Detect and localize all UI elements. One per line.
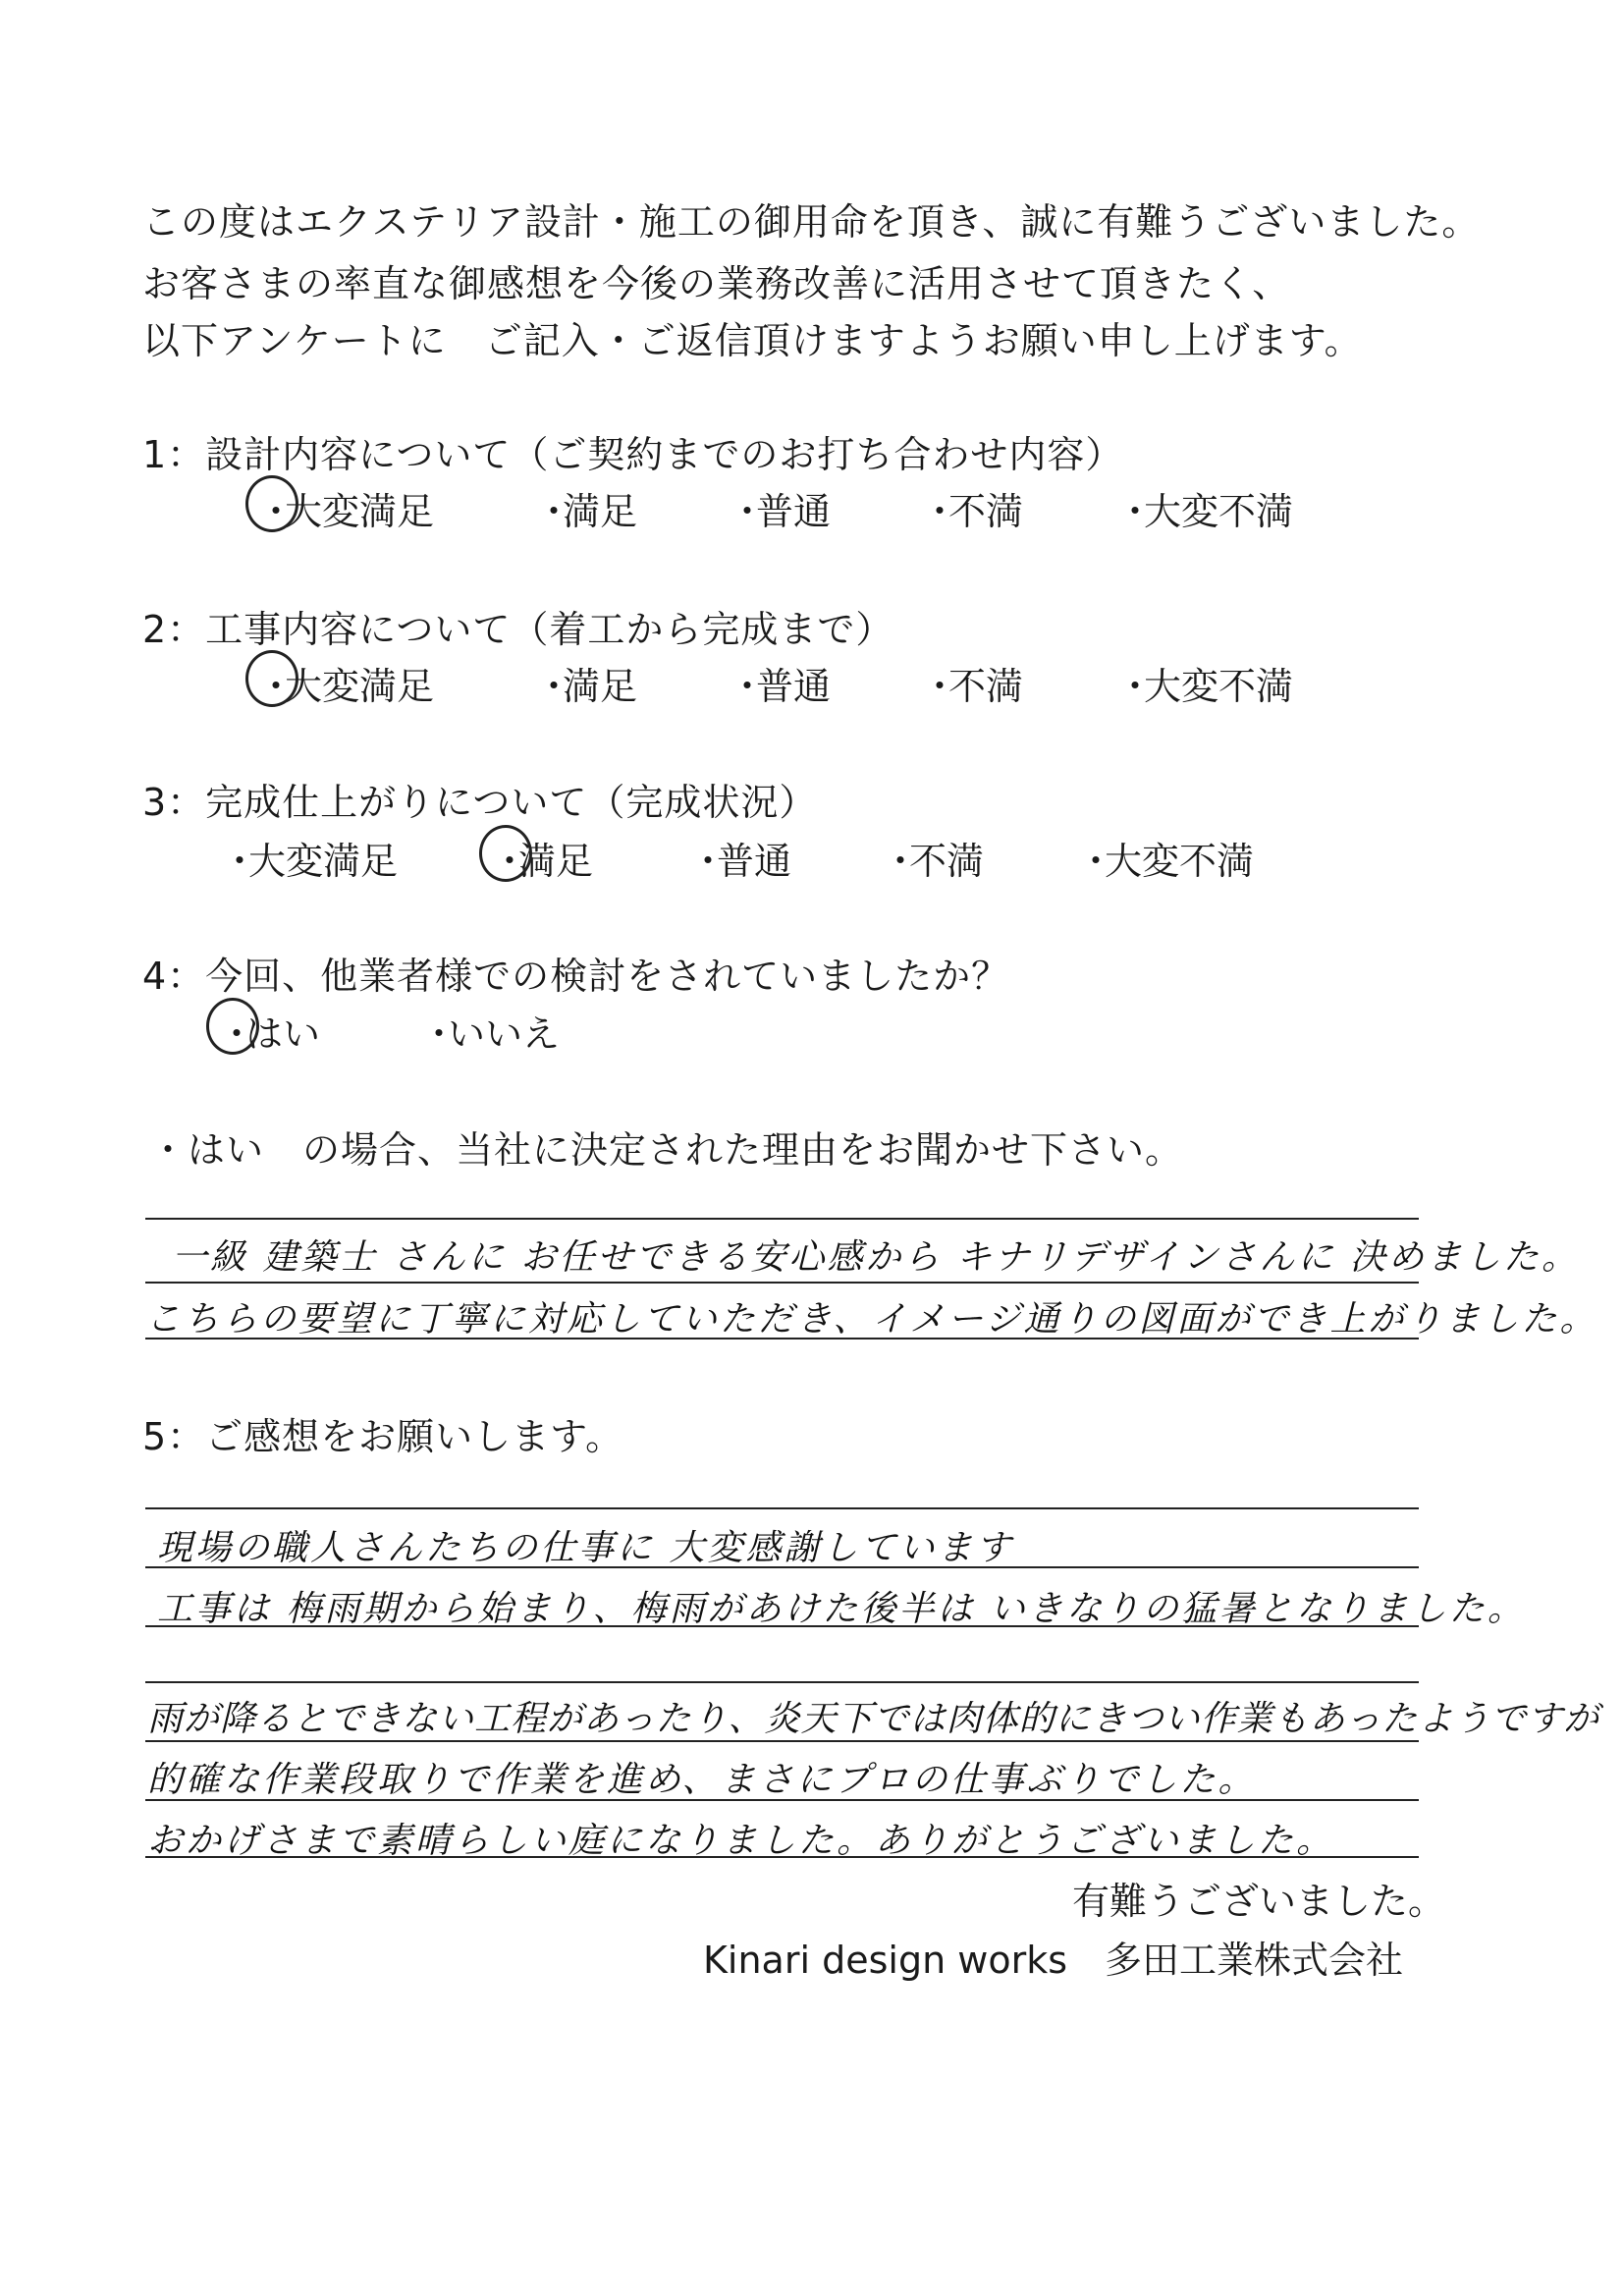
question-1-label: 1：設計内容について（ご契約までのお打ち合わせ内容）	[142, 433, 1124, 476]
intro-line-3: 以下アンケートに ご記入・ご返信頂けますようお願い申し上げます。	[142, 319, 1363, 362]
reason-line-2[interactable]: こちらの要望に丁寧に対応していただき、イメージ通りの図面ができ上がりました。	[145, 1299, 1598, 1339]
selected-circle-mark	[245, 475, 298, 532]
reason-line-1[interactable]: 一級 建築士 さんに お任せできる安心感から キナリデザインさんに 決めました。	[172, 1237, 1580, 1278]
q3-option-5[interactable]: ・大変不満	[1077, 840, 1255, 883]
q2-option-3[interactable]: ・普通	[729, 665, 832, 708]
q4-option-yes[interactable]: ・はい	[218, 1004, 320, 1058]
answer-rule	[145, 1740, 1419, 1742]
q2-option-5[interactable]: ・大変不満	[1116, 665, 1294, 708]
impression-line-1[interactable]: 現場の職人さんたちの仕事に 大変感謝しています	[157, 1528, 1014, 1568]
q2-option-2[interactable]: ・満足	[535, 665, 638, 708]
q2-option-1[interactable]: ・大変満足	[257, 656, 434, 710]
answer-rule	[145, 1681, 1419, 1683]
reason-label: ・はい の場合、当社に決定された理由をお聞かせ下さい。	[149, 1128, 1184, 1172]
q3-option-3[interactable]: ・普通	[689, 840, 792, 883]
impression-line-2[interactable]: 工事は 梅雨期から始まり、梅雨があけた後半は いきなりの猛暑となりました。	[157, 1589, 1526, 1629]
q1-option-1[interactable]: ・大変満足	[257, 481, 434, 535]
answer-rule	[145, 1566, 1419, 1568]
q1-option-4[interactable]: ・不満	[921, 490, 1024, 533]
question-4-label: 4：今回、他業者様での検討をされていましたか？	[142, 955, 1010, 998]
impression-line-5[interactable]: おかげさまで素晴らしい庭になりました。ありがとうございました。	[147, 1821, 1335, 1861]
intro-line-1: この度はエクステリア設計・施工の御用命を頂き、誠に有難うございました。	[142, 200, 1481, 244]
q1-option-5[interactable]: ・大変不満	[1116, 490, 1294, 533]
q1-option-3[interactable]: ・普通	[729, 490, 832, 533]
intro-line-2: お客さまの率直な御感想を今後の業務改善に活用させて頂きたく、	[142, 262, 1291, 305]
q3-option-2[interactable]: ・満足	[491, 831, 593, 885]
impressions-label: 5：ご感想をお願いします。	[142, 1415, 624, 1458]
closing-thanks: 有難うございました。	[1072, 1880, 1446, 1923]
company-signature: Kinari design works 多田工業株式会社	[703, 1939, 1404, 1982]
answer-rule	[145, 1507, 1419, 1509]
q1-option-2[interactable]: ・満足	[535, 490, 638, 533]
impression-line-4[interactable]: 的確な作業段取りで作業を進め、まさにプロの仕事ぶりでした。	[147, 1760, 1257, 1800]
impression-line-3[interactable]: 雨が降るとできない工程があったり、炎天下では肉体的にきつい作業もあったようですが	[147, 1699, 1600, 1739]
answer-rule	[145, 1282, 1419, 1284]
q4-option-no[interactable]: ・いいえ	[420, 1012, 561, 1056]
question-2-label: 2：工事内容について（着工から完成まで）	[142, 608, 894, 651]
selected-circle-mark	[479, 825, 532, 882]
q3-option-1[interactable]: ・大変満足	[221, 840, 399, 883]
answer-rule	[145, 1625, 1419, 1627]
answer-rule	[145, 1856, 1419, 1858]
selected-circle-mark	[245, 650, 298, 707]
question-3-label: 3：完成仕上がりについて（完成状況）	[142, 781, 818, 824]
q2-option-4[interactable]: ・不満	[921, 665, 1024, 708]
selected-circle-mark	[206, 998, 259, 1055]
q3-option-4[interactable]: ・不満	[882, 840, 985, 883]
answer-rule	[145, 1799, 1419, 1801]
answer-rule	[145, 1338, 1419, 1339]
answer-rule	[145, 1218, 1419, 1220]
